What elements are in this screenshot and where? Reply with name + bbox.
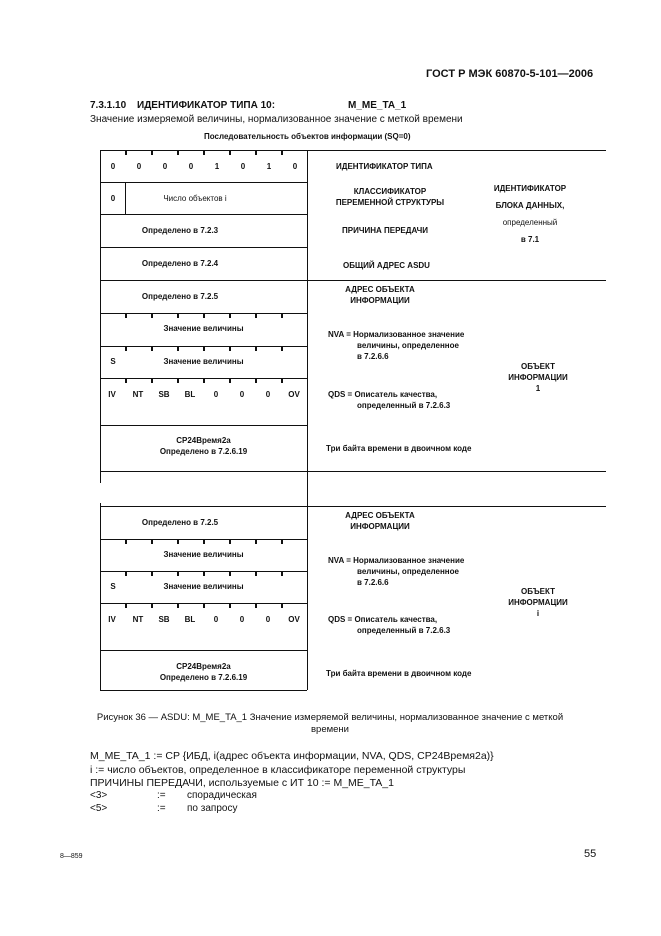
section-code: M_ME_TA_1 xyxy=(348,100,407,111)
qds-bit: NT xyxy=(132,615,144,624)
label-vsq-1: КЛАССИФИКАТОР xyxy=(353,187,427,196)
value-low: Значение величины xyxy=(163,324,244,333)
label-obj1-2: ИНФОРМАЦИИ xyxy=(508,373,568,382)
qds-bit: 0 xyxy=(265,615,271,624)
cp24-label: CP24Время2а xyxy=(176,436,231,445)
figure-caption-cont: времени xyxy=(311,724,349,735)
cot-text: по запросу xyxy=(187,803,238,814)
value-low: Значение величины xyxy=(163,550,244,559)
label-nva-1: NVA = Нормализованное значение xyxy=(328,330,465,339)
value-high: Значение величины xyxy=(163,582,244,591)
label-obj2-2: ИНФОРМАЦИИ xyxy=(508,598,568,607)
standard-header: ГОСТ Р МЭК 60870-5-101—2006 xyxy=(426,68,594,80)
type-bit: 0 xyxy=(240,162,246,171)
label-duid-1: ИДЕНТИФИКАТОР xyxy=(493,184,567,193)
footer-left: 8—859 xyxy=(60,853,83,860)
defined-725: Определено в 7.2.5 xyxy=(141,292,219,301)
qds-bit: 0 xyxy=(213,615,219,624)
label-obj1-idx: 1 xyxy=(535,384,541,393)
label-type-id: ИДЕНТИФИКАТОР ТИПА xyxy=(336,162,433,171)
cot-text: спорадическая xyxy=(187,790,257,801)
cot-code: <3> xyxy=(90,790,108,801)
i-definition: i := число объектов, определенное в классификаторе переменной структуры xyxy=(90,764,466,776)
qds-bit: 0 xyxy=(239,390,245,399)
label-nva-3: в 7.2.6.6 xyxy=(357,578,389,587)
qds-bit: BL xyxy=(184,615,196,624)
qds-bit: SB xyxy=(158,390,170,399)
cot-title: ПРИЧИНЫ ПЕРЕДАЧИ, используемые с ИТ 10 := M_ME_TA_1 xyxy=(90,777,394,789)
cot-code: <5> xyxy=(90,803,108,814)
label-cot: ПРИЧИНА ПЕРЕДАЧИ xyxy=(342,226,428,235)
qds-bit: IV xyxy=(108,615,116,624)
label-duid-3: определенный xyxy=(502,218,558,227)
qds-bit: IV xyxy=(108,390,116,399)
qds-bit: NT xyxy=(132,390,144,399)
cp24-defined: Определено в 7.2.6.19 xyxy=(159,447,248,456)
type-bit: 0 xyxy=(110,162,116,171)
label-vsq-2: ПЕРЕМЕННОЙ СТРУКТУРЫ xyxy=(335,198,445,207)
value-high: Значение величины xyxy=(163,357,244,366)
label-qds-1: QDS = Описатель качества, xyxy=(328,615,438,624)
label-time: Три байта времени в двоичном коде xyxy=(326,444,472,453)
section-subtitle: Значение измеряемой величины, нормализованное значение с меткой времени xyxy=(90,114,463,125)
label-obj2-idx: i xyxy=(536,609,540,618)
defined-723: Определено в 7.2.3 xyxy=(141,226,219,235)
qds-bit: 0 xyxy=(265,390,271,399)
type-bit: 0 xyxy=(162,162,168,171)
page-number: 55 xyxy=(584,848,597,860)
label-obj1-1: ОБЪЕКТ xyxy=(521,362,555,371)
label-qds-2: определенный в 7.2.6.3 xyxy=(357,626,451,635)
label-ioa-1: АДРЕС ОБЪЕКТА xyxy=(345,511,415,520)
type-bit: 0 xyxy=(136,162,142,171)
num-objects-label: Число объектов i xyxy=(163,194,227,203)
label-nva-2: величины, определенное xyxy=(357,567,459,576)
label-ioa-2: ИНФОРМАЦИИ xyxy=(350,296,410,305)
diagram-caption: Последовательность объектов информации (SQ=0) xyxy=(204,132,411,141)
section-title: ИДЕНТИФИКАТОР ТИПА 10: xyxy=(137,100,276,111)
label-ioa-2: ИНФОРМАЦИИ xyxy=(350,522,410,531)
qds-bit: 0 xyxy=(239,615,245,624)
qds-bit: OV xyxy=(288,615,300,624)
label-qds-1: QDS = Описатель качества, xyxy=(328,390,438,399)
defined-724: Определено в 7.2.4 xyxy=(141,259,219,268)
sq-bit: 0 xyxy=(110,194,116,203)
cp24-label: CP24Время2а xyxy=(176,662,231,671)
qds-bit: 0 xyxy=(213,390,219,399)
cot-op: := xyxy=(157,803,166,814)
formula: M_ME_TA_1 := CP {ИБД, i(адрес объекта информации, NVA, QDS, CP24Время2a)} xyxy=(90,750,494,762)
label-nva-2: величины, определенное xyxy=(357,341,459,350)
label-time: Три байта времени в двоичном коде xyxy=(326,669,472,678)
label-ioa-1: АДРЕС ОБЪЕКТА xyxy=(345,285,415,294)
label-obj2-1: ОБЪЕКТ xyxy=(521,587,555,596)
label-duid-2: БЛОКА ДАННЫХ, xyxy=(495,201,565,210)
label-duid-4: в 7.1 xyxy=(520,235,540,244)
qds-bit: BL xyxy=(184,390,196,399)
cp24-defined: Определено в 7.2.6.19 xyxy=(159,673,248,682)
defined-725: Определено в 7.2.5 xyxy=(141,518,219,527)
qds-bit: OV xyxy=(288,390,300,399)
sign-bit: S xyxy=(110,582,116,591)
type-bit: 1 xyxy=(214,162,220,171)
label-qds-2: определенный в 7.2.6.3 xyxy=(357,401,451,410)
figure-caption: Рисунок 36 — ASDU: M_ME_TA_1 Значение измеряемой величины, нормализованное значение с меткой xyxy=(96,712,564,723)
type-bit: 0 xyxy=(292,162,298,171)
sign-bit: S xyxy=(110,357,116,366)
label-nva-3: в 7.2.6.6 xyxy=(357,352,389,361)
type-bit: 0 xyxy=(188,162,194,171)
label-nva-1: NVA = Нормализованное значение xyxy=(328,556,465,565)
type-bit: 1 xyxy=(266,162,272,171)
section-number: 7.3.1.10 xyxy=(90,100,127,111)
qds-bit: SB xyxy=(158,615,170,624)
label-asdu-addr: ОБЩИЙ АДРЕС ASDU xyxy=(343,261,430,270)
cot-op: := xyxy=(157,790,166,801)
